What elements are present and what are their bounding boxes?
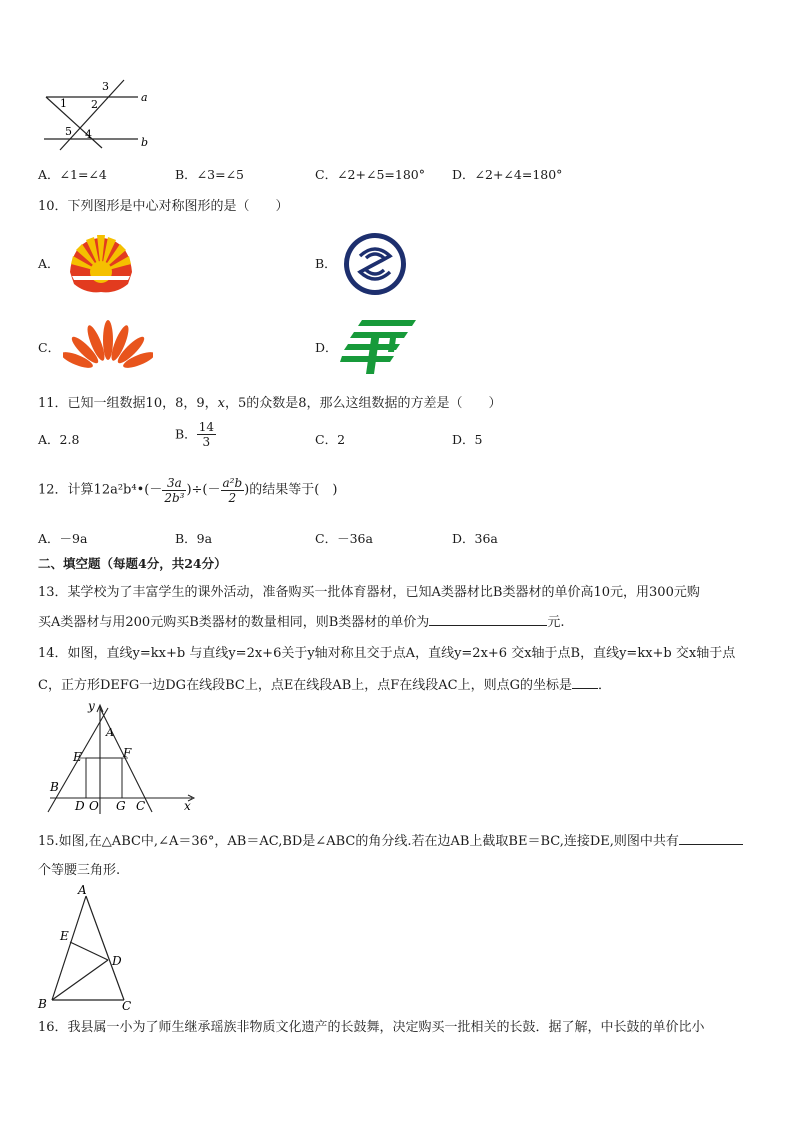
q9-option-a: A．∠1=∠4	[38, 167, 107, 182]
q11-option-b	[175, 420, 216, 449]
q10-label-d: D．	[315, 340, 338, 355]
q11-option-b-fraction	[197, 420, 216, 449]
q15-answer-blank	[679, 832, 743, 845]
q14-answer-blank	[572, 676, 598, 689]
fig15-label-d: D	[112, 954, 122, 968]
line-label-b: b	[141, 136, 149, 149]
fig14-label-g: G	[116, 799, 126, 813]
q12-option-b: B．9a	[175, 531, 213, 546]
fig14-label-o: O	[89, 799, 99, 813]
fig15-label-e: E	[60, 929, 69, 943]
q14-end: ．	[597, 678, 611, 693]
q13-line2-text: 买A类器材与用200元购买B类器材的数量相同，则B类器材的单价为	[38, 615, 430, 630]
q14-figure	[38, 700, 198, 818]
q13-answer-blank	[429, 613, 547, 626]
angle-label-1: 1	[60, 97, 67, 110]
fig14-label-f: F	[123, 746, 132, 760]
q11-option-a: A．2.8	[38, 432, 80, 447]
fraction-numerator: a²b	[222, 476, 243, 490]
q9-option-b: B．∠3=∠5	[175, 167, 245, 182]
angle-label-5: 5	[65, 125, 72, 138]
q14-line2-text: C，正方形DEFG一边DG在线段BC上，点E在线段AB上，点F在线段AC上，则点G的坐标是	[38, 678, 572, 693]
q11-stem-part2: ，5的众数是8，那么这组数据的方差是（ ）	[224, 396, 502, 411]
fig14-label-c: C	[136, 799, 146, 813]
q10-stem: 10．下列图形是中心对称图形的是（ ）	[38, 199, 289, 214]
fraction-numerator: 3a	[162, 476, 186, 491]
q12-option-c: C．－36a	[315, 531, 373, 546]
q15-line1-text: 15.如图,在△ABC中,∠A＝36°，AB＝AC,BD是∠ABC的角分线.若在边AB上截取BE＝BC,连接DE,则图中共有	[38, 834, 679, 849]
logo-d-green-icon	[340, 316, 418, 376]
q15-line2: 个等腰三角形.	[38, 863, 121, 878]
q13-line2	[38, 613, 564, 632]
fig14-label-d: D	[75, 799, 85, 813]
q13-unit: 元.	[547, 615, 565, 630]
fig15-label-c: C	[122, 999, 132, 1013]
q13-line1: 13．某学校为了丰富学生的课外活动，准备购买一批体育器材，已知A类器材比B类器材的单价高10元，用300元购	[38, 585, 700, 600]
q11-option-c: C．2	[315, 432, 346, 447]
q14-line1: 14．如图，直线y=kx+b 与直线y=2x+6关于y轴对称且交于点A，直线y=2x+6 交x轴于点B，直线y=kx+b 交x轴于点	[38, 646, 736, 661]
q14-line2	[38, 676, 611, 695]
q12-option-d: D．36a	[452, 531, 498, 546]
angle-label-2: 2	[91, 98, 98, 111]
fig14-label-y: y	[88, 700, 95, 713]
q10-label-a: A．	[38, 256, 60, 271]
fig14-label-x: x	[184, 799, 191, 813]
angle-label-4: 4	[85, 128, 92, 141]
q9-option-c: C．∠2+∠5=180°	[315, 167, 425, 182]
fraction-denominator: 2	[228, 491, 237, 505]
fraction-numerator: 14	[198, 420, 214, 434]
q11-stem	[38, 395, 502, 413]
q11-option-b-label: B．	[175, 426, 197, 442]
fraction-denominator: 3	[202, 435, 211, 449]
q11-stem-var: x	[217, 396, 225, 411]
angle-label-3: 3	[102, 80, 109, 93]
section-heading-fill-in: 二、填空题（每题4分，共24分）	[38, 556, 227, 571]
q16-line1: 16．我县属一小为了师生继承瑶族非物质文化遗产的长鼓舞，决定购买一批相关的长鼓．据了解，中长鼓的单价比小	[38, 1020, 705, 1035]
q9-figure	[40, 78, 160, 152]
q12-stem-pre: 12．计算12a²b⁴•(－	[38, 482, 163, 498]
q12-fraction-2	[221, 476, 245, 505]
logo-a-sunburst-icon	[66, 232, 136, 296]
fig14-label-e: E	[73, 750, 82, 764]
fig14-label-b: B	[50, 780, 59, 794]
q9-option-d: D．∠2+∠4=180°	[452, 167, 563, 182]
q10-label-b: B．	[315, 256, 337, 271]
line-label-a: a	[141, 91, 148, 104]
q12-option-a: A．－9a	[38, 531, 88, 546]
q11-stem-part1: 11．已知一组数据10，8，9，	[38, 396, 218, 411]
logo-b-circle-icon	[342, 232, 408, 296]
fig14-label-a: A	[106, 726, 114, 739]
fig15-label-a: A	[78, 884, 87, 897]
q12-stem-mid: )÷(－	[186, 482, 221, 498]
logo-c-petals-icon	[63, 318, 153, 374]
fraction-denominator: 2b³	[164, 491, 185, 505]
q15-figure	[36, 884, 146, 1014]
q10-label-c: C．	[38, 340, 61, 355]
q12-stem	[38, 476, 337, 505]
q11-option-d: D．5	[452, 432, 483, 447]
q15-line1	[38, 832, 743, 851]
fig15-label-b: B	[38, 997, 47, 1011]
q12-fraction-1	[162, 476, 186, 505]
q12-stem-post: )的结果等于( )	[244, 482, 338, 498]
